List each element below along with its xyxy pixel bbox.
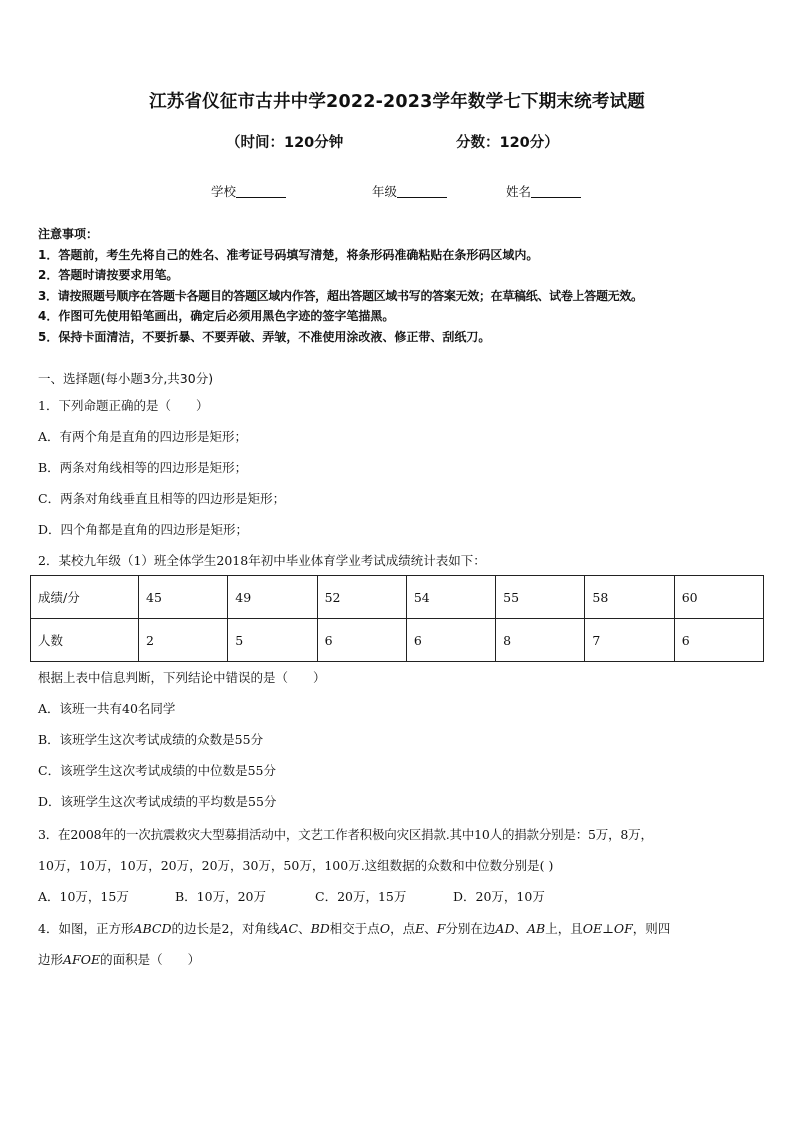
- q4-stem-line1: [38, 919, 670, 937]
- table-cell: 7: [585, 619, 674, 662]
- table-row: [31, 576, 764, 619]
- table-cell: 人数: [31, 619, 139, 662]
- q4-stem-line2: [38, 950, 200, 968]
- q4-text: 、: [298, 921, 311, 936]
- table-cell: 6: [674, 619, 763, 662]
- table-row: [31, 619, 764, 662]
- school-blank[interactable]: [236, 185, 286, 198]
- q4-var: AB: [527, 921, 546, 936]
- name-field: [506, 182, 581, 200]
- note-item: 1．答题前，考生先将自己的姓名、准考证号码填写清楚，将条形码准确粘贴在条形码区域内。: [38, 247, 539, 262]
- grade-label: 年级: [372, 184, 398, 199]
- name-label: 姓名: [506, 184, 532, 199]
- note-item: 4．作图可先使用铅笔画出，确定后必须用黑色字迹的签字笔描黑。: [38, 309, 395, 323]
- q3-option-a: A．10万，15万: [38, 889, 129, 904]
- q1-option-d: D．四个角都是直角的四边形是矩形；: [38, 522, 249, 537]
- q3-option-c: C．20万，15万: [315, 889, 407, 904]
- table-cell: 54: [406, 576, 495, 619]
- q4-var: AFOE: [63, 952, 101, 967]
- q4-text: 分别在边: [445, 921, 496, 936]
- school-field: [211, 182, 286, 200]
- table-cell: 49: [228, 576, 317, 619]
- q2-option-c: C．该班学生这次考试成绩的中位数是55分: [38, 763, 276, 778]
- table-cell: 2: [139, 619, 228, 662]
- q4-text: 相交于点: [329, 921, 380, 936]
- q2-option-d: D．该班学生这次考试成绩的平均数是55分: [38, 794, 277, 809]
- table-cell: 6: [406, 619, 495, 662]
- page-title: 江苏省仪征市古井中学2022-2023学年数学七下期末统考试题: [149, 92, 645, 112]
- q4-text: 、: [514, 921, 527, 936]
- table-cell: 55: [496, 576, 585, 619]
- q4-var: O: [379, 921, 391, 936]
- q1-stem: 1．下列命题正确的是（ ）: [38, 398, 209, 413]
- section-title: 一、选择题(每小题3分,共30分): [38, 371, 214, 386]
- q4-var: ABCD: [133, 921, 172, 936]
- grade-blank[interactable]: [397, 185, 447, 198]
- q1-option-a: A．有两个角是直角的四边形是矩形；: [38, 429, 248, 444]
- q1-option-b: B．两条对角线相等的四边形是矩形；: [38, 460, 248, 475]
- table-cell: 5: [228, 619, 317, 662]
- q2-question: 根据上表中信息判断，下列结论中错误的是（ ）: [38, 670, 326, 685]
- q2-option-b: B．该班学生这次考试成绩的众数是55分: [38, 732, 264, 747]
- q1-option-c: C．两条对角线垂直且相等的四边形是矩形；: [38, 491, 286, 506]
- table-cell: 60: [674, 576, 763, 619]
- notes-section: [38, 224, 643, 347]
- q4-text: 4．如图，正方形: [38, 921, 134, 936]
- grade-field: [372, 182, 447, 200]
- score-table: [30, 575, 764, 662]
- q4-var: F: [436, 921, 446, 936]
- q3-option-d: D．20万，10万: [453, 889, 545, 904]
- q3-stem-line1: 3．在2008年的一次抗震救灾大型募捐活动中，文艺工作者积极向灾区捐款.其中10人的捐款分别是：5万，8万，: [38, 827, 653, 842]
- note-item: 2．答题时请按要求用笔。: [38, 268, 179, 282]
- table-cell: 45: [139, 576, 228, 619]
- name-blank[interactable]: [531, 185, 581, 198]
- q2-stem: 2．某校九年级（1）班全体学生2018年初中毕业体育学业考试成绩统计表如下：: [38, 553, 486, 568]
- school-label: 学校: [211, 184, 237, 199]
- q4-text: 边形: [38, 952, 64, 967]
- q4-text: 的面积是（ ）: [100, 952, 201, 967]
- q4-var: AD: [495, 921, 515, 936]
- q4-text: 、: [424, 921, 437, 936]
- table-cell: 58: [585, 576, 674, 619]
- q3-stem-line2: 10万，10万，10万，20万，20万，30万，50万，100万.这组数据的众数和中位数分别是( ): [38, 858, 554, 873]
- q4-text: 的边长是2，对角线: [171, 921, 280, 936]
- q2-option-a: A．该班一共有40名同学: [38, 701, 176, 716]
- table-cell: 52: [317, 576, 406, 619]
- notes-heading: 注意事项：: [38, 227, 99, 241]
- q4-text: ，则四: [632, 921, 671, 936]
- q3-option-b: B．10万，20万: [175, 889, 266, 904]
- note-item: 5．保持卡面清洁，不要折暴、不要弄破、弄皱，不准使用涂改液、修正带、刮纸刀。: [38, 329, 491, 344]
- table-cell: 成绩/分: [31, 576, 139, 619]
- exam-time: （时间：120分钟: [226, 135, 344, 151]
- table-cell: 8: [496, 619, 585, 662]
- q4-var: AC: [279, 921, 299, 936]
- q4-var: BD: [310, 921, 330, 936]
- table-cell: 6: [317, 619, 406, 662]
- q4-text: 上，且: [545, 921, 583, 936]
- q4-var: OE⊥OF: [582, 921, 633, 936]
- q4-var: E: [415, 921, 425, 936]
- exam-score: 分数：120分）: [456, 135, 559, 151]
- q4-text: ，点: [390, 921, 416, 936]
- note-item: 3．请按照题号顺序在答题卡各题目的答题区域内作答，超出答题区域书写的答案无效；在草稿纸、试卷上答题无效。: [38, 288, 643, 303]
